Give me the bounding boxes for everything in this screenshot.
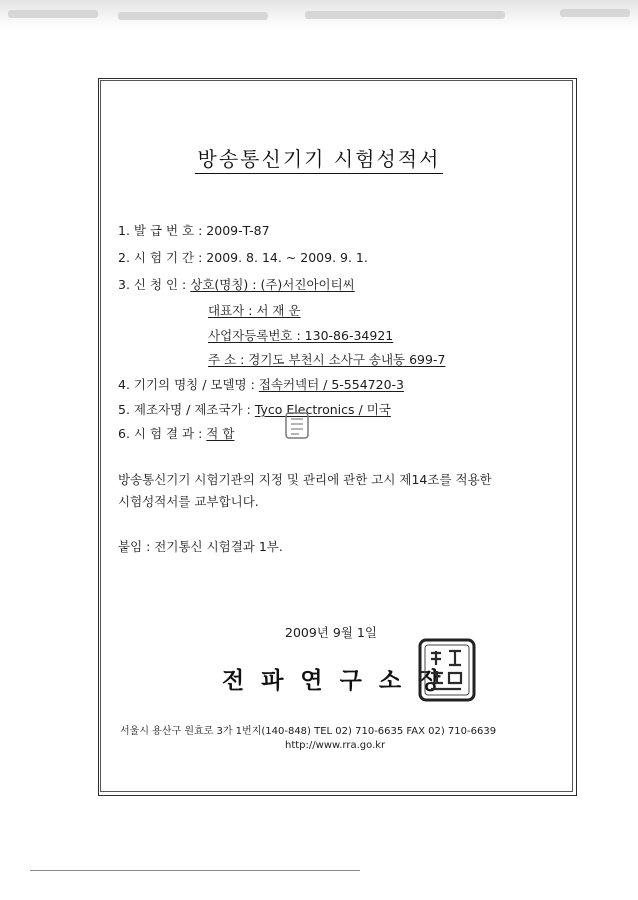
model-row xyxy=(118,375,404,393)
scan-smudge xyxy=(560,9,630,17)
issue-number-label: 1. 발 급 번 호 : xyxy=(118,223,203,238)
official-seal xyxy=(417,637,477,703)
scan-bottom-line xyxy=(30,870,360,871)
body-text-line-2: 시험성적서를 교부합니다. xyxy=(118,494,259,509)
issuer-name: 전파연구소장 xyxy=(222,668,458,694)
issue-number-value: 2009-T-87 xyxy=(206,223,270,238)
applicant-row xyxy=(118,275,355,293)
applicant-label: 3. 신 청 인 : xyxy=(118,277,187,292)
scan-smudge xyxy=(305,11,505,19)
issue-number-row xyxy=(118,221,270,239)
applicant-registration-number: 사업자등록번호 : 130-86-34921 xyxy=(208,328,394,343)
document-title: 방송통신기기 시험성적서 xyxy=(0,143,638,172)
scan-smudge xyxy=(8,10,98,18)
model-label: 4. 기기의 명칭 / 모델명 : xyxy=(118,377,255,392)
test-period-value: 2009. 8. 14. ~ 2009. 9. 1. xyxy=(206,250,368,265)
applicant-company: 상호(명칭) : (주)서진아이티씨 xyxy=(190,277,355,292)
footer-address: 서울시 용산구 원효로 3가 1번지(140-848) TEL 02) 710-6635 FAX 02) 710-6639 xyxy=(120,726,497,737)
scan-smudge xyxy=(118,12,268,20)
manufacturer-value: Tyco Electronics / 미국 xyxy=(254,402,391,417)
test-result-value: 적 합 xyxy=(206,426,235,441)
body-text-line-1: 방송통신기기 시험기관의 지정 및 관리에 관한 고시 제14조를 적용한 xyxy=(118,472,492,487)
model-value: 접속커넥터 / 5-554720-3 xyxy=(258,377,404,392)
inspection-stamp xyxy=(284,410,310,440)
attachment-note: 붙임 : 전기통신 시험결과 1부. xyxy=(118,539,283,554)
test-period-row xyxy=(118,248,368,266)
scan-top-shadow xyxy=(0,0,638,30)
test-result-row xyxy=(118,424,234,442)
footer-website: http://www.rra.go.kr xyxy=(285,740,386,751)
issue-date: 2009년 9월 1일 xyxy=(285,625,377,640)
test-result-label: 6. 시 험 결 과 : xyxy=(118,426,203,441)
test-period-label: 2. 시 험 기 간 : xyxy=(118,250,203,265)
applicant-address: 주 소 : 경기도 부천시 소사구 송내동 699-7 xyxy=(208,352,446,367)
manufacturer-row xyxy=(118,400,391,418)
manufacturer-label: 5. 제조자명 / 제조국가 : xyxy=(118,402,251,417)
applicant-ceo: 대표자 : 서 재 운 xyxy=(208,303,301,318)
